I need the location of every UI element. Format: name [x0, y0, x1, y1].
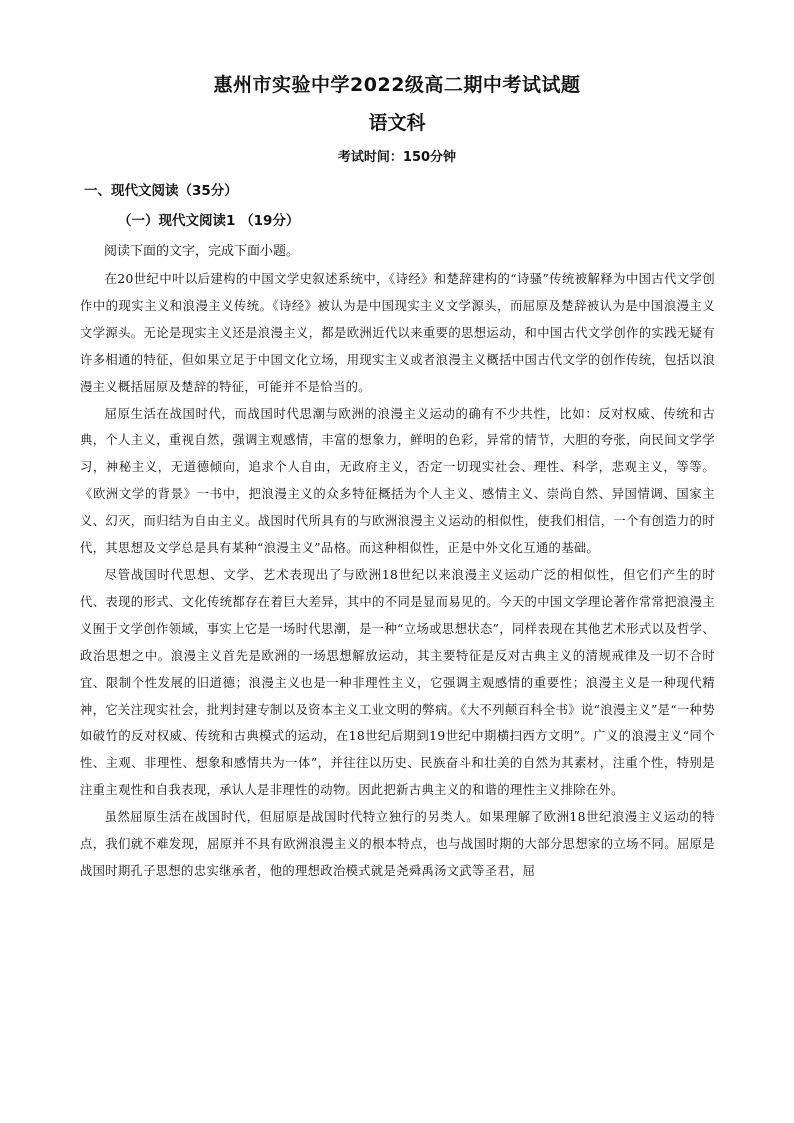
passage-paragraph: 在20世纪中叶以后建构的中国文学史叙述系统中，《诗经》和楚辞建构的“诗骚”传统被解释为中国古代文学创作中的现实主义和浪漫主义传统。《诗经》被认为是中国现实主义文学源头，而屈原及楚辞被认为是中国浪漫主义文学源头。无论是现实主义还是浪漫主义，都是欧洲近代以来重要的思想运动，和中国古代文学创作的实践无疑有许多相通的特征，但如果立足于中国文化立场，用现实主义或者浪漫主义概括中国古代文学的创作传统，包括以浪漫主义概括屈原及楚辞的特征，可能并不是恰当的。	[80, 272, 715, 394]
passage-paragraph: 屈原生活在战国时代，而战国时代思潮与欧洲的浪漫主义运动的确有不少共性，比如：反对权威、传统和古典，个人主义，重视自然，强调主观感情，丰富的想象力，鲜明的色彩，异常的情节，大胆的夸张，向民间文学学习，神秘主义，无道德倾向，追求个人自由，无政府主义，否定一切现实社会、理性、科学，悲观主义，等等。《欧洲文学的背景》一书中，把浪漫主义的众多特征概括为个人主义、感情主义、崇尚自然、异国情调、国家主义、幻灭，而归结为自由主义。战国时代所具有的与欧洲浪漫主义运动的相似性，使我们相信，一个有创造力的时代，其思想及文学总是具有某种“浪漫主义”品格。而这种相似性，正是中外文化互通的基础。	[80, 406, 715, 556]
exam-time: 考试时间：150分钟	[337, 150, 457, 165]
reading-instruction: 阅读下面的文字，完成下面小题。	[104, 244, 300, 259]
subject-title: 语文科	[368, 112, 426, 134]
passage-body	[80, 266, 715, 885]
passage-paragraph: 尽管战国时代思想、文学、艺术表现出了与欧洲18世纪以来浪漫主义运动广泛的相似性，但它们产生的时代、表现的形式、文化传统都存在着巨大差异，其中的不同是显而易见的。今天的中国文学理论著作常常把浪漫主义囿于文学创作领域，事实上它是一场时代思潮，是一种“立场或思想状态”，同样表现在其他艺术形式以及哲学、政治思想之中。浪漫主义首先是欧洲的一场思想解放运动，其主要特征是反对古典主义的清规戒律及一切不合时宜、限制个性发展的旧道德；浪漫主义也是一种非理性主义，它强调主观感情的重要性；浪漫主义是一种现代精神，它关注现实社会，批判封建专制以及资本主义工业文明的弊病。《大不列颠百科全书》说“浪漫主义”是“一种势如破竹的反对权威、传统和古典模式的运动，在18世纪后期到19世纪中期横扫西方文明”。广义的浪漫主义“同个性、主观、非理性、想象和感情共为一体”，并往往以历史、民族奋斗和壮美的自然为其素材，注重个性，特别是注重主观性和自我表现，承认人是非理性的动物。因此把新古典主义的和谐的理性主义排除在外。	[80, 567, 715, 798]
exam-title: 惠州市实验中学2022级高二期中考试试题	[213, 74, 581, 96]
subsection-heading: （一）现代文阅读1 （19分）	[118, 213, 300, 229]
section-heading: 一、现代文阅读（35分）	[84, 183, 238, 199]
passage-paragraph: 虽然屈原生活在战国时代，但屈原是战国时代特立独行的另类人。如果理解了欧洲18世纪浪漫主义运动的特点，我们就不难发现，屈原并不具有欧洲浪漫主义的根本特点，也与战国时期的大部分思想家的立场不同。屈原是战国时期孔子思想的忠实继承者，他的理想政治模式就是尧舜禹汤文武等圣君，屈	[80, 810, 715, 878]
